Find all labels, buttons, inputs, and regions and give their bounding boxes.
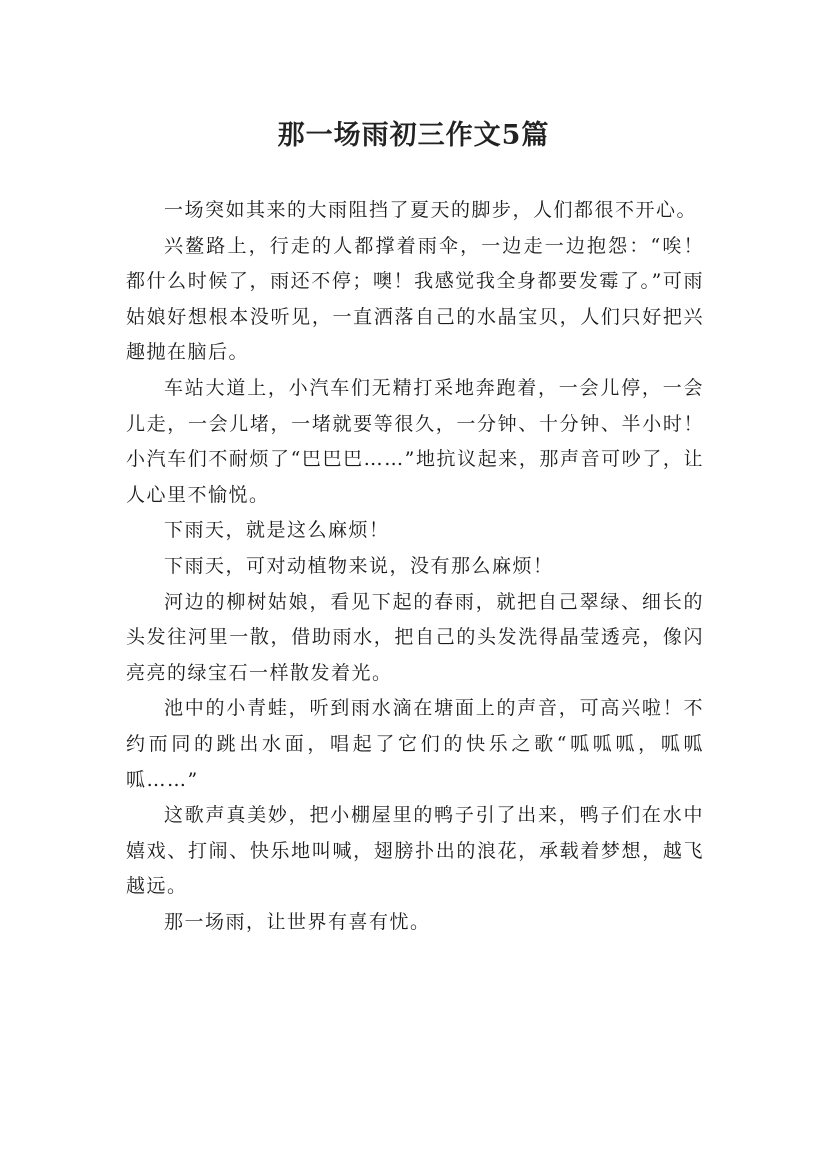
paragraph: 那一场雨，让世界有喜有忧。 [164,910,431,933]
paragraph: 池中的小青蛙，听到雨水滴在塘面上的声音，可高兴啦！不约而同的跳出水面，唱起了它们的快乐之歌“呱呱呱，呱呱呱……” [126,697,704,791]
document-body [126,193,704,940]
paragraph: 河边的柳树姑娘，看见下起的春雨，就把自己翠绿、细长的头发往河里一散，借助雨水，把自己的头发洗得晶莹透亮，像闪亮亮的绿宝石一样散发着光。 [126,590,704,684]
paragraph: 一场突如其来的大雨阻挡了夏天的脚步，人们都很不开心。 [164,199,698,221]
document-title: 那一场雨初三作文5篇 [277,120,550,152]
paragraph: 下雨天，可对动植物来说，没有那么麻烦！ [164,554,554,577]
paragraph: 兴鳌路上，行走的人都撑着雨伞，一边走一边抱怨：“唉！都什么时候了，雨还不停；噢！我感觉我全身都要发霉了。”可雨姑娘好想根本没听见，一直洒落自己的水晶宝贝，人们只好把兴趣抛在脑后。 [126,234,704,364]
paragraph: 下雨天，就是这么麻烦！ [164,519,390,542]
paragraph: 这歌声真美妙，把小棚屋里的鸭子引了出来，鸭子们在水中嬉戏、打闹、快乐地叫喊，翅膀扑出的浪花，承载着梦想，越飞越远。 [126,804,704,898]
paragraph: 车站大道上，小汽车们无精打采地奔跑着，一会儿停，一会儿走，一会儿堵，一堵就要等很久，一分钟、十分钟、半小时！小汽车们不耐烦了“巴巴巴……”地抗议起来，那声音可吵了，让人心里不愉悦。 [126,376,704,506]
